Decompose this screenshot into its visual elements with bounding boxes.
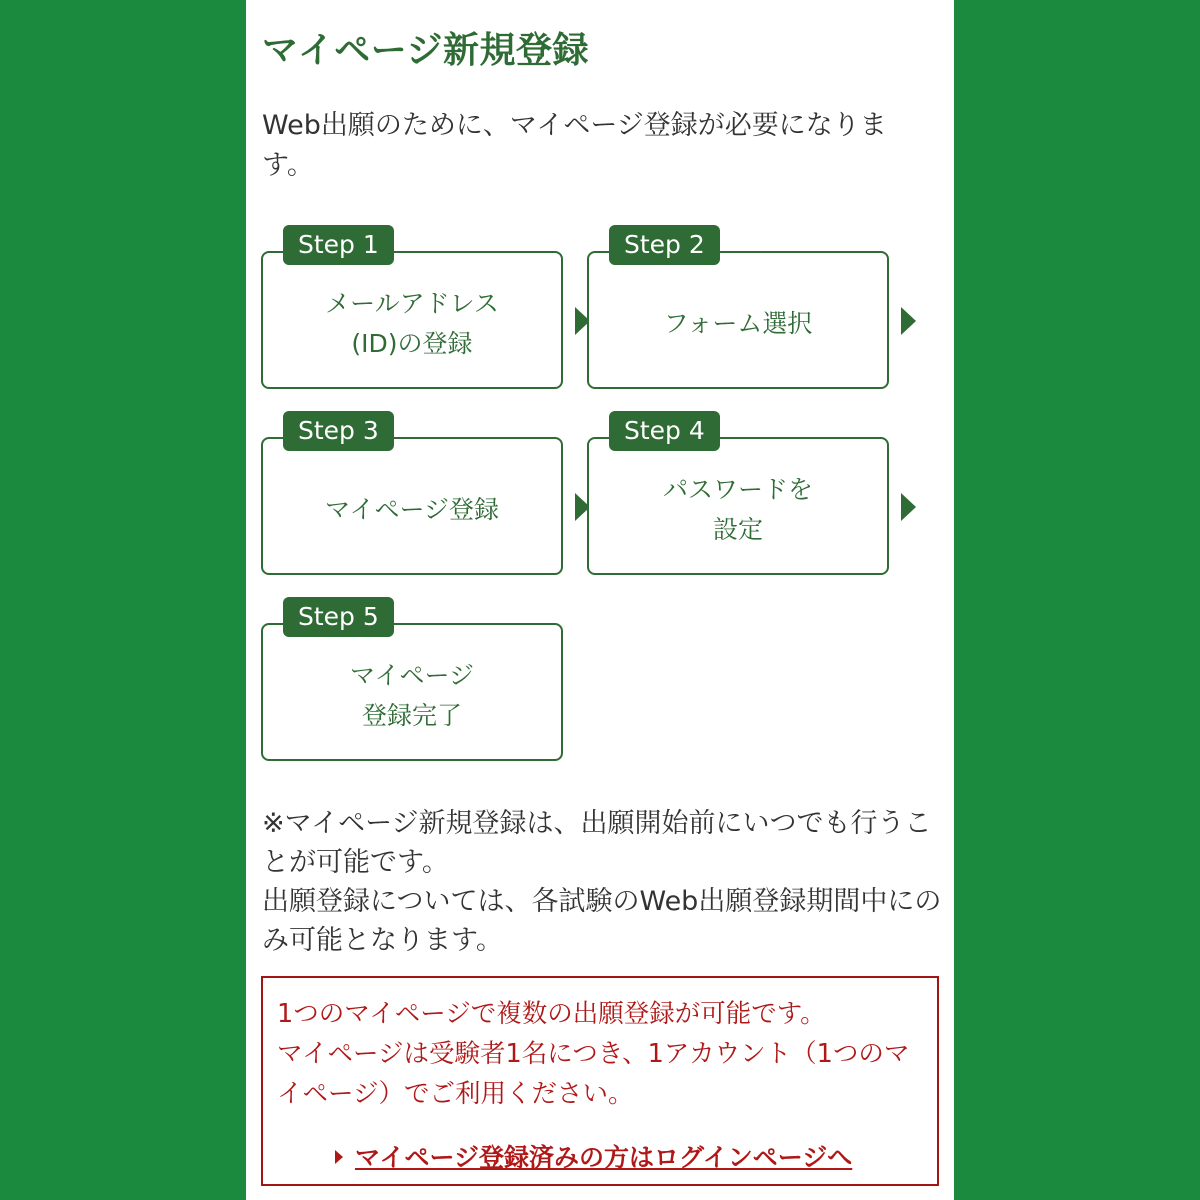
step-label-line: 登録完了 [361,701,462,730]
page-title: マイページ新規登録 [262,30,590,71]
step-card-3 [261,416,563,575]
step-card-1 [261,230,563,389]
note-line: ※マイページ新規登録は、出願開始前にいつでも行うことが可能です。 [262,808,932,878]
notice-box [261,976,939,1186]
step-badge-5: Step 5 [283,597,394,637]
step-label-3 [273,439,551,573]
step-label-1 [273,253,551,387]
step-badge-3: Step 3 [283,411,394,451]
intro-text: Web出願のために、マイページ登録が必要になります。 [262,110,887,181]
step-label-line: フォーム選択 [663,309,813,338]
step-label-line: メールアドレス [325,289,499,318]
step-arrow-icon [901,493,916,521]
content-panel [246,0,954,1200]
caret-right-icon [335,1150,343,1164]
notice-line: マイページは受験者1名につき、1アカウント（1つのマイページ）でご利用ください。 [277,1039,910,1109]
step-label-2 [599,253,877,387]
step-arrow-icon [901,307,916,335]
step-label-line: パスワードを [662,475,813,504]
step-badge-1: Step 1 [283,225,394,265]
note-line: 出願登録については、各試験のWeb出願登録期間中にのみ可能となります。 [262,886,942,956]
step-card-4 [587,416,889,575]
step-card-2 [587,230,889,389]
login-page-link[interactable] [335,1138,852,1174]
step-badge-2: Step 2 [609,225,720,265]
notice-line: 1つのマイページで複数の出願登録が可能です。 [277,999,826,1029]
step-label-line: マイページ [349,661,474,690]
notice-text [277,994,927,1114]
registration-note [262,804,952,960]
step-label-line: 設定 [712,515,763,544]
step-label-4 [599,439,877,573]
step-label-5 [273,625,551,759]
step-label-line: (ID)の登録 [351,329,473,358]
login-link-label: マイページ登録済みの方はログインページへ [355,1143,853,1172]
step-label-line: マイページ登録 [324,495,499,524]
step-card-5 [261,602,563,761]
step-badge-4: Step 4 [609,411,720,451]
